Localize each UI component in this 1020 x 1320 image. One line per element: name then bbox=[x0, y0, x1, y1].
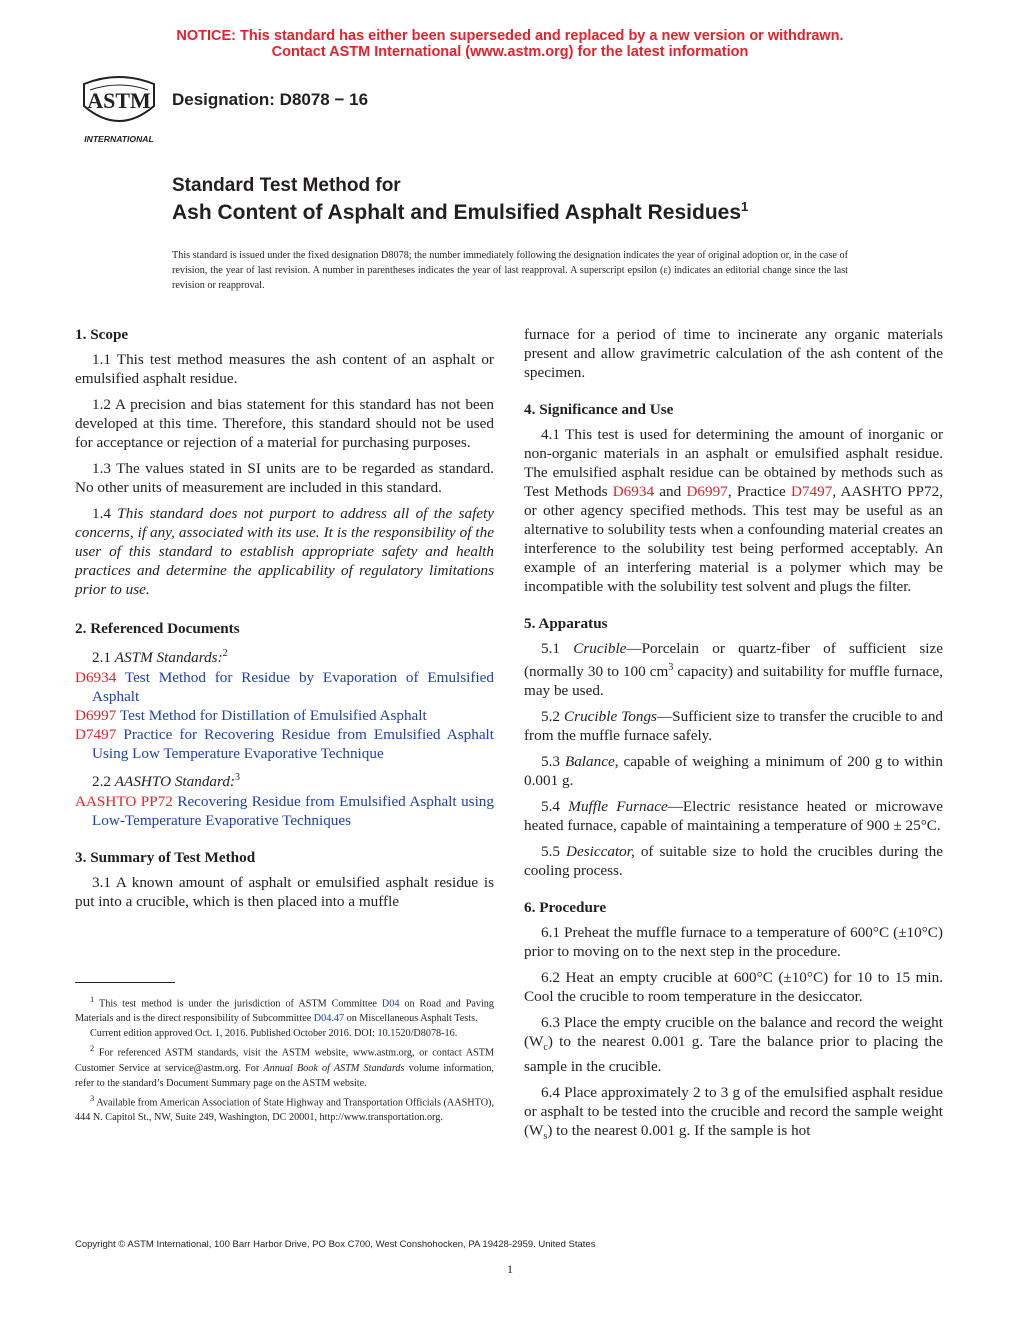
procedure-6-3-text-b: ) to the nearest 0.001 g. Tare the balance prior to placing the sample in the crucible. bbox=[524, 1033, 943, 1076]
footnote-1-text-a: This test method is under the jurisdiction of ASTM Committee bbox=[94, 998, 382, 1010]
astm-logo bbox=[76, 76, 162, 146]
significance-text-b: and bbox=[654, 483, 687, 500]
link-d6934[interactable]: D6934 bbox=[612, 483, 655, 500]
logo-subtext: INTERNATIONAL bbox=[84, 134, 154, 144]
procedure-6-3 bbox=[524, 1013, 943, 1076]
footnote-3 bbox=[75, 1091, 494, 1125]
link-d7497[interactable]: D7497 bbox=[791, 483, 833, 500]
ref-aashto-pp72[interactable] bbox=[75, 792, 494, 830]
astm-standards-label bbox=[75, 644, 494, 667]
footnote-2-text-b: volume information, refer to the standard’s Document Summary page on the ASTM website. bbox=[75, 1062, 494, 1089]
ref-title[interactable]: Test Method for Residue by Evaporation of Emulsified Asphalt bbox=[92, 669, 494, 706]
apparatus-heading: 5. Apparatus bbox=[524, 615, 608, 632]
ref-d6997[interactable] bbox=[75, 706, 494, 725]
notice-banner bbox=[0, 28, 1020, 60]
apparatus-5-2-term: Crucible Tongs bbox=[564, 708, 657, 726]
aashto-standard-label bbox=[75, 768, 494, 791]
aashto-standard-number: 2.2 bbox=[92, 773, 115, 791]
apparatus-5-4-term: Muffle Furnace bbox=[568, 798, 668, 816]
logo-text: ASTM bbox=[87, 88, 151, 113]
ref-title[interactable]: Recovering Residue from Emulsified Asphalt using Low-Temperature Evaporative Techniques bbox=[92, 793, 494, 830]
apparatus-5-5-number: 5.5 bbox=[541, 843, 567, 861]
scope-1-3: 1.3 The values stated in SI units are to be regarded as standard. No other units of measurement are included in this standard. bbox=[75, 460, 494, 496]
significance-heading: 4. Significance and Use bbox=[524, 401, 674, 418]
summary-3-1: 3.1 A known amount of asphalt or emulsified asphalt residue is put into a crucible, which is then placed into a muffle bbox=[75, 874, 494, 911]
summary-3-1-continued: furnace for a period of time to incinerate any organic materials present and allow gravimetric calculation of the ash content of the specimen. bbox=[524, 326, 943, 381]
scope-1-4 bbox=[75, 504, 494, 599]
scope-1-2: 1.2 A precision and bias statement for this standard has not been developed at this time. Therefore, this standard should not be used for acceptance or rejection of a material for purchasing purposes. bbox=[75, 396, 494, 451]
footnote-divider bbox=[75, 982, 175, 983]
procedure-6-4 bbox=[524, 1083, 943, 1146]
astm-standards-number: 2.1 bbox=[92, 649, 115, 667]
apparatus-5-2-text: —Sufficient size to transfer the crucible to and from the muffle furnace safely. bbox=[524, 708, 944, 745]
astm-standards-sup: 2 bbox=[222, 648, 228, 659]
ref-code[interactable]: D7497 bbox=[75, 726, 117, 744]
notice-line-2: Contact ASTM International (www.astm.org) for the latest information bbox=[271, 44, 749, 60]
ref-code[interactable]: D6997 bbox=[75, 707, 117, 725]
apparatus-5-4-number: 5.4 bbox=[541, 798, 569, 816]
ref-code[interactable]: D6934 bbox=[75, 669, 117, 687]
apparatus-5-1-text-a: —Porcelain or quartz-fiber of sufficient size (normally 30 to 100 cm bbox=[524, 640, 943, 681]
significance-text-a: 4.1 This test is used for determining the amount of inorganic or non-organic materials in an asphalt or emulsified asphalt residue. The emulsified asphalt residue can be obtained by methods such as Test Methods bbox=[524, 426, 943, 500]
footnote-2-mark: 2 bbox=[90, 1043, 95, 1054]
footnote-1 bbox=[75, 992, 494, 1026]
scope-1-4-number: 1.4 bbox=[92, 505, 118, 522]
referenced-heading: 2. Referenced Documents bbox=[75, 620, 240, 637]
copyright: Copyright © ASTM International, 100 Barr Harbor Drive, PO Box C700, West Conshohocken, PA 19428-2959. United States bbox=[75, 1239, 596, 1250]
footnote-1-text-b: on Road and Paving Materials and is the direct responsibility of Subcommittee bbox=[75, 998, 494, 1025]
astm-standards-title: ASTM Standards: bbox=[114, 649, 223, 667]
link-d6997[interactable]: D6997 bbox=[686, 483, 728, 500]
apparatus-5-2-number: 5.2 bbox=[541, 708, 565, 726]
designation: Designation: D8078 − 16 bbox=[172, 90, 369, 109]
procedure-6-3-sub: c bbox=[543, 1042, 548, 1054]
apparatus-5-2 bbox=[524, 707, 943, 745]
procedure-6-4-sub: s bbox=[543, 1131, 548, 1143]
footnote-2 bbox=[75, 1041, 494, 1090]
apparatus-5-1-term: Crucible bbox=[573, 640, 627, 657]
apparatus-5-5-text: of suitable size to hold the crucibles during the cooling process. bbox=[524, 843, 944, 880]
footnote-link-d04[interactable]: D04 bbox=[381, 998, 400, 1010]
footnote-2-italic: Annual Book of ASTM Standards bbox=[263, 1062, 405, 1074]
summary-heading: 3. Summary of Test Method bbox=[75, 849, 256, 867]
procedure-6-3-text-a: 6.3 Place the empty crucible on the balance and record the weight (W bbox=[524, 1014, 943, 1051]
apparatus-5-1 bbox=[524, 639, 943, 700]
scope-heading: 1. Scope bbox=[75, 326, 129, 343]
apparatus-5-4 bbox=[524, 797, 943, 835]
apparatus-5-1-text-b: capacity) and suitability for muffle furnace, may be used. bbox=[524, 663, 943, 700]
notice-line-1: NOTICE: This standard has either been superseded and replaced by a new version or withdrawn. bbox=[176, 28, 844, 44]
footnote-3-text: Available from American Association of State Highway and Transportation Officials (AASHTO), 444 N. Capitol St., NW, Suite 249, Washington, DC 20001, http://www.transportation.org. bbox=[75, 1097, 494, 1124]
significance-text-c: , Practice bbox=[727, 483, 791, 500]
title-footnote-mark: 1 bbox=[741, 199, 749, 214]
footnote-1-approval: Current edition approved Oct. 1, 2016. Published October 2016. DOI: 10.1520/D8078-16. bbox=[90, 1028, 458, 1040]
aashto-standard-sup: 3 bbox=[235, 772, 241, 784]
title-line-1: Standard Test Method for bbox=[172, 175, 401, 196]
significance-4-1 bbox=[524, 425, 943, 596]
procedure-6-1: 6.1 Preheat the muffle furnace to a temperature of 600°C (±10°C) prior to moving on to the next step in the procedure. bbox=[524, 924, 943, 961]
apparatus-5-4-text: —Electric resistance heated or microwave heated furnace, capable of maintaining a temperature of 900 ± 25°C. bbox=[524, 798, 943, 835]
procedure-6-2: 6.2 Heat an empty crucible at 600°C (±10°C) for 10 to 15 min. Cool the crucible to room temperature in the desiccator. bbox=[524, 969, 943, 1006]
title-text: Ash Content of Asphalt and Emulsified Asphalt Residues bbox=[172, 201, 741, 224]
footnote-2-text-a: For referenced ASTM standards, visit the ASTM website, www.astm.org, or contact ASTM Customer Service at service@astm.org. For bbox=[75, 1047, 494, 1074]
scope-1-4-text: This standard does not purport to address all of the safety concerns, if any, associated with its use. It is the responsibility of the user of this standard to establish appropriate safety and health practices and determine the applicability of regulatory limitations prior to use. bbox=[75, 505, 494, 598]
ref-title[interactable]: Practice for Recovering Residue from Emulsified Asphalt Using Low Temperature Evaporative Technique bbox=[92, 726, 494, 763]
aashto-standard-title: AASHTO Standard: bbox=[114, 773, 236, 791]
footnotes bbox=[75, 992, 494, 1125]
apparatus-5-1-number: 5.1 bbox=[541, 640, 574, 657]
procedure-6-4-text-b: ) to the nearest 0.001 g. If the sample is hot bbox=[547, 1122, 811, 1140]
ref-code[interactable]: AASHTO PP72 bbox=[75, 793, 173, 811]
apparatus-5-5-term: Desiccator, bbox=[566, 843, 635, 861]
ref-d7497[interactable] bbox=[75, 725, 494, 763]
footnote-3-mark: 3 bbox=[90, 1092, 95, 1103]
scope-1-1: 1.1 This test method measures the ash content of an asphalt or emulsified asphalt residue. bbox=[75, 351, 494, 387]
procedure-heading: 6. Procedure bbox=[524, 899, 607, 917]
apparatus-5-3-text: capable of weighing a minimum of 200 g to within 0.001 g. bbox=[524, 753, 943, 790]
right-column bbox=[524, 325, 943, 1153]
apparatus-5-1-sup: 3 bbox=[668, 662, 674, 673]
footnote-1-mark: 1 bbox=[90, 994, 95, 1004]
significance-text-d: , AASHTO PP72, or other agency specified methods. This test may be useful as an alternative to solubility tests when a confounding material creates an interference to the solubility test being performed acceptably. An example of an interfering material is a polymer which may be incompatible with the solubility test solvent and plugs the filter. bbox=[524, 483, 943, 595]
apparatus-5-3 bbox=[524, 752, 943, 790]
title-line-2 bbox=[172, 199, 748, 225]
apparatus-5-3-number: 5.3 bbox=[541, 753, 565, 771]
procedure-6-4-text-a: 6.4 Place approximately 2 to 3 g of the emulsified asphalt residue or asphalt to be tested into the crucible and record the sample weight (W bbox=[524, 1084, 943, 1140]
footnote-1-text-c: on Miscellaneous Asphalt Tests. bbox=[344, 1013, 478, 1025]
ref-title[interactable]: Test Method for Distillation of Emulsified Asphalt bbox=[116, 707, 427, 725]
left-column bbox=[75, 325, 494, 918]
issuance-note: This standard is issued under the fixed designation D8078; the number immediately following the designation indicates the year of original adoption or, in the case of revision, the year of last revision. A number in parentheses indicates the year of last reapproval. A superscript epsilon (ε) indicates an editorial change since the last revision or reapproval. bbox=[172, 250, 848, 291]
footnote-link-d0447[interactable]: D04.47 bbox=[313, 1013, 345, 1025]
apparatus-5-3-term: Balance, bbox=[564, 753, 619, 771]
ref-d6934[interactable] bbox=[75, 668, 494, 706]
page-number: 1 bbox=[507, 1262, 513, 1276]
apparatus-5-5 bbox=[524, 842, 943, 880]
